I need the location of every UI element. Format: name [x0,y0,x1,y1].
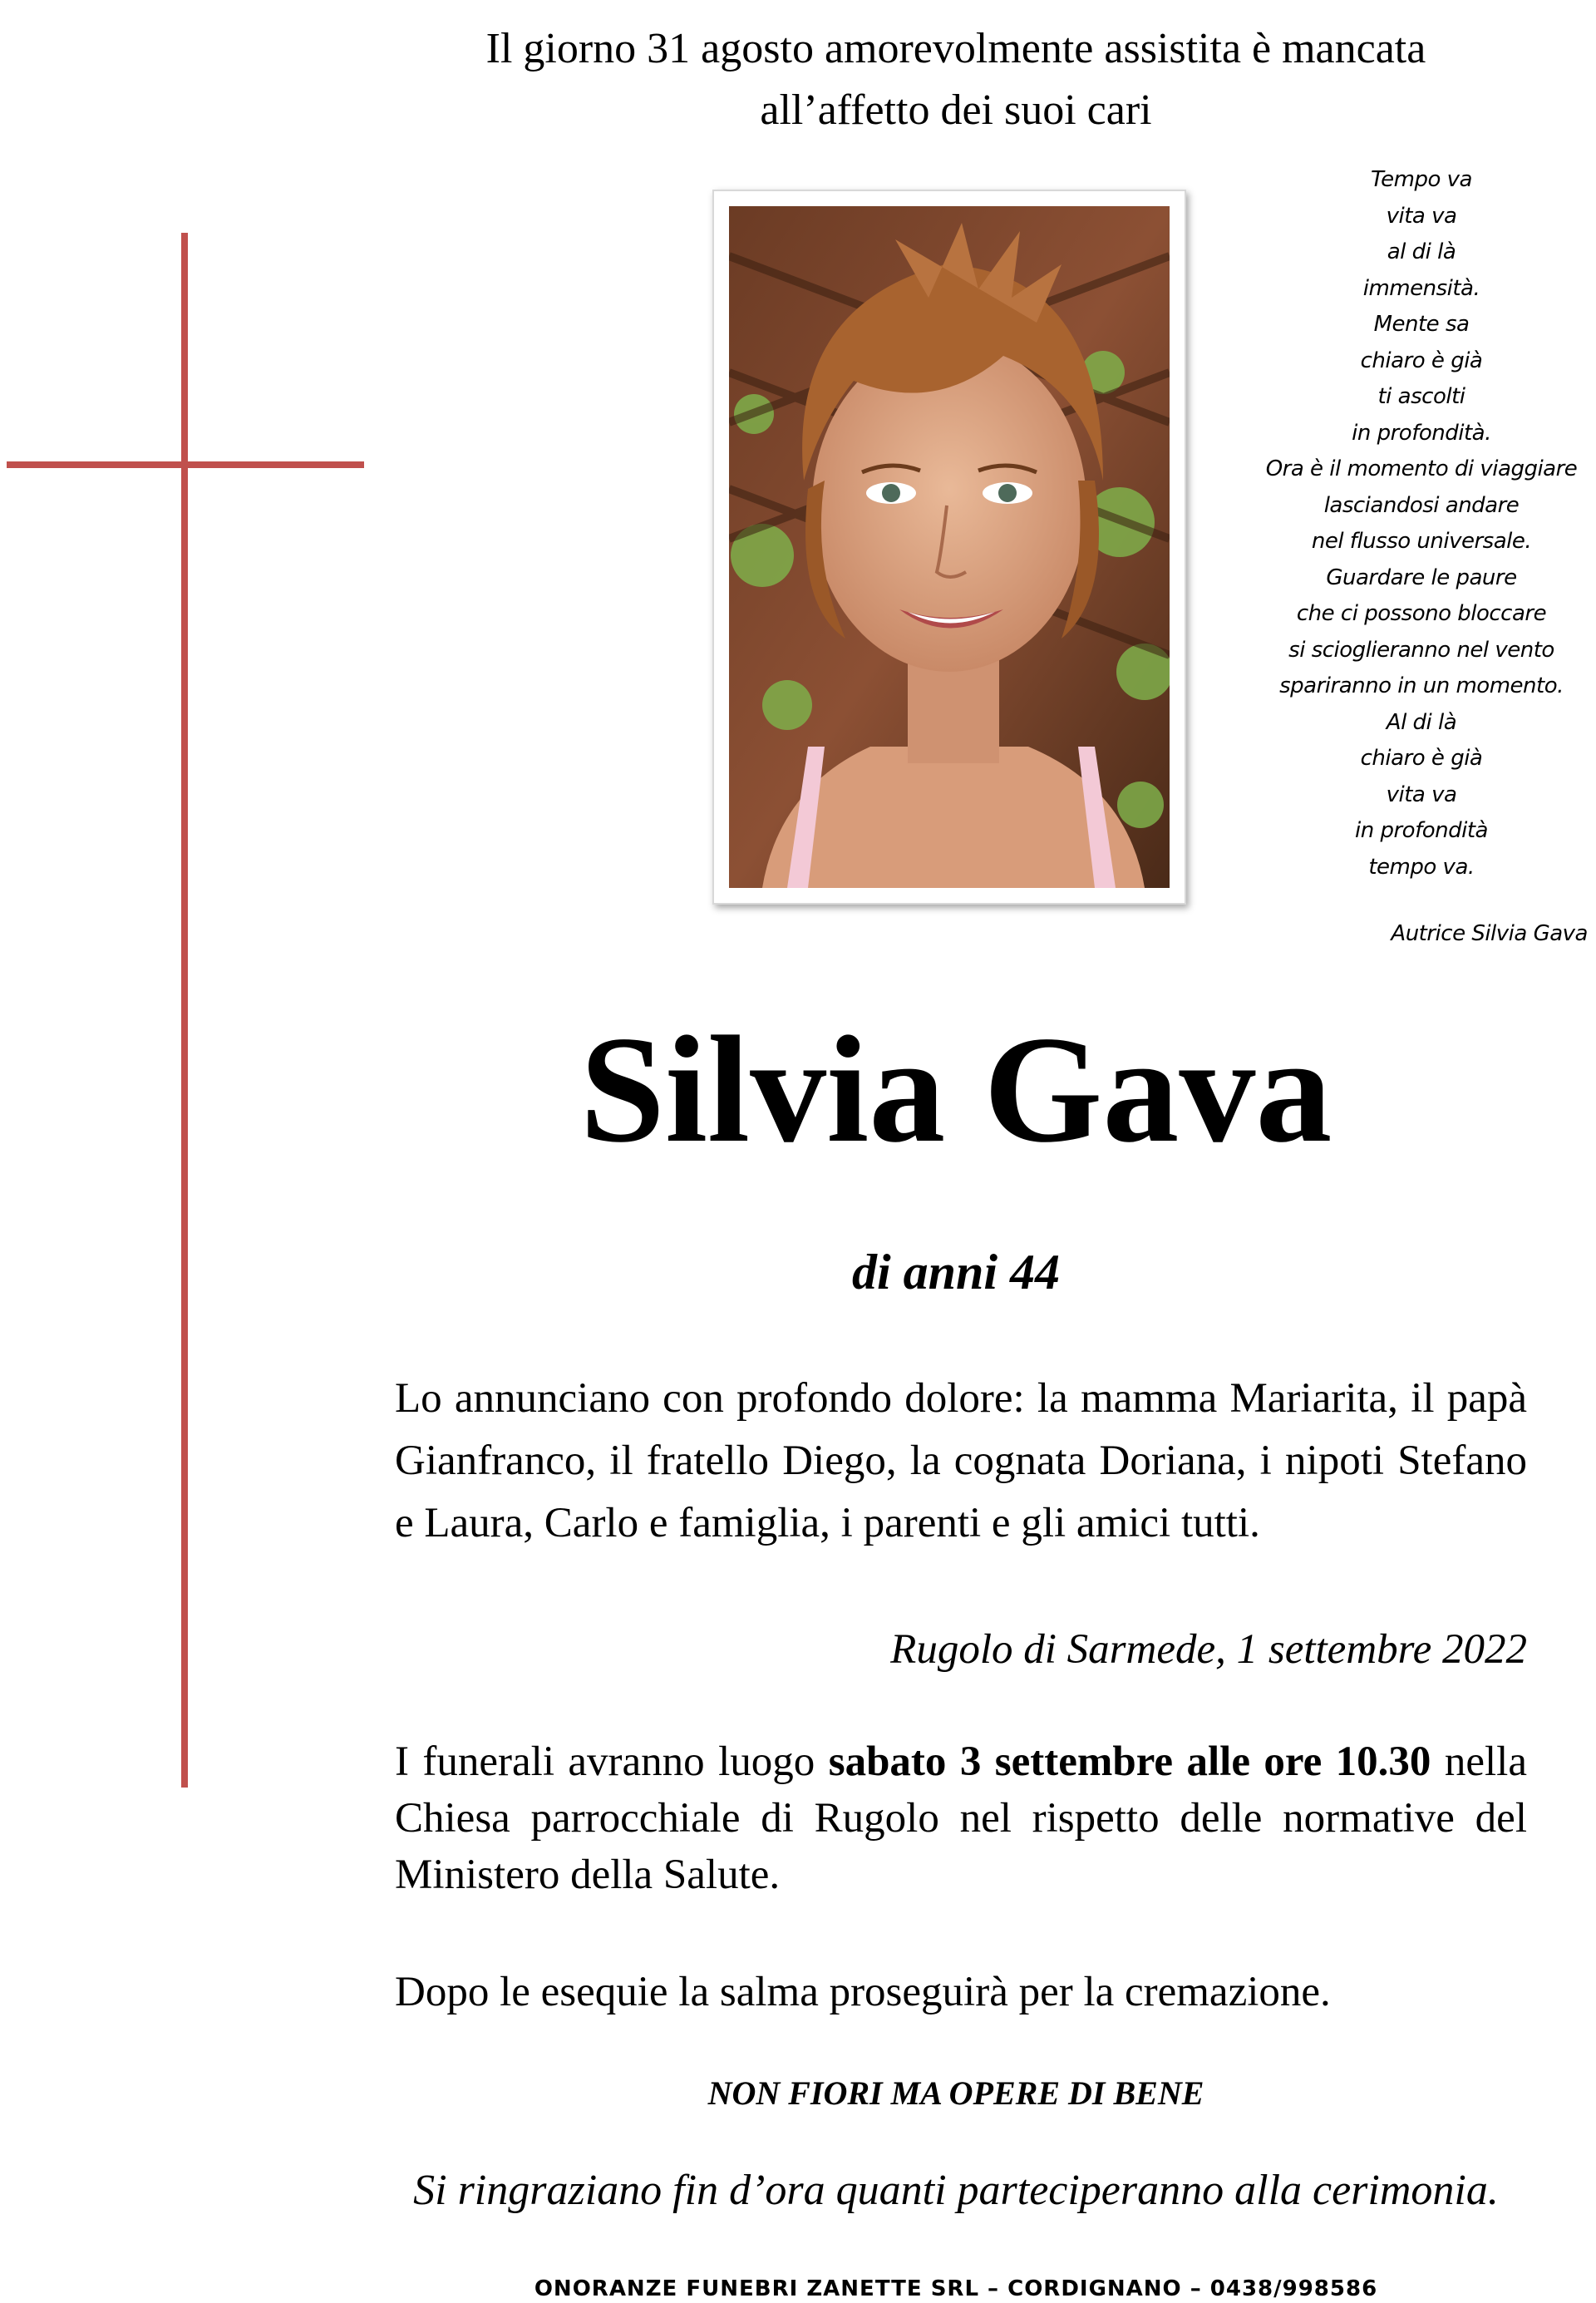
poem-line: in profondità. [1352,420,1491,446]
poem-line: ti ascolti [1377,384,1465,409]
portrait-photo [729,206,1170,888]
funeral-home-footer: ONORANZE FUNEBRI ZANETTE SRL – CORDIGNANO – 0438/998586 [534,2276,1378,2301]
portrait-illustration [729,206,1170,888]
deceased-age: di anni 44 [851,1245,1061,1299]
poem-line: si scioglieranno nel vento [1288,637,1554,663]
poem-line: Guardare le paure [1326,565,1517,590]
poem-line: Mente sa [1373,312,1470,337]
poem-author: Autrice Silvia Gava [1391,921,1588,946]
intro-line-2: all’affetto dei suoi cari [760,86,1152,134]
poem-line: lasciandosi andare [1323,492,1520,518]
poem-line: immensità. [1362,275,1480,301]
intro-text [391,18,1521,141]
poem-line: che ci possono bloccare [1296,601,1547,626]
cross-horizontal-bar [7,461,364,468]
place-and-date: Rugolo di Sarmede, 1 settembre 2022 [890,1626,1527,1673]
poem-line: tempo va. [1368,854,1475,880]
funeral-text-after: nella Chiesa parrocchiale di Rugolo nel rispetto delle normative del Ministero della Salute. [395,1738,1527,1898]
poem-line: Al di là [1386,709,1457,735]
poem-line: nel flusso universale. [1311,529,1532,554]
poem-line: al di là [1387,239,1456,264]
poem-line: Tempo va [1371,167,1472,192]
poem-line: chiaro è già [1360,348,1483,373]
intro-line-1: Il giorno 31 agosto amorevolmente assistita è mancata [485,25,1426,72]
thanks-note: Si ringraziano fin d’ora quanti parteciperanno alla cerimonia. [413,2167,1499,2214]
poem-line: spariranno in un momento. [1279,673,1564,698]
poem-line: in profondità [1355,818,1488,843]
poem-line: vita va [1386,782,1457,807]
announcement-text: Lo annunciano con profondo dolore: la mamma Mariarita, il papà Gianfranco, il fratello Diego, la cognata Doriana, i nipoti Stefano e Laura, Carlo e famiglia, i parenti e gli amici tutti. [395,1375,1527,1546]
funeral-details [395,1733,1527,1903]
no-flowers-note: NON FIORI MA OPERE DI BENE [707,2074,1204,2112]
portrait-photo-frame [712,190,1186,905]
poem-line: vita va [1386,203,1457,229]
funeral-date-time: sabato 3 settembre alle ore 10.30 [828,1738,1431,1785]
poem [1239,162,1596,885]
funeral-text-before: I funerali avranno luogo [395,1738,829,1785]
poem-line: chiaro è già [1360,746,1483,771]
cremation-note: Dopo le esequie la salma proseguirà per la cremazione. [395,1969,1331,2015]
deceased-name: Silvia Gava [579,1004,1332,1174]
poem-line: Ora è il momento di viaggiare [1265,456,1578,481]
